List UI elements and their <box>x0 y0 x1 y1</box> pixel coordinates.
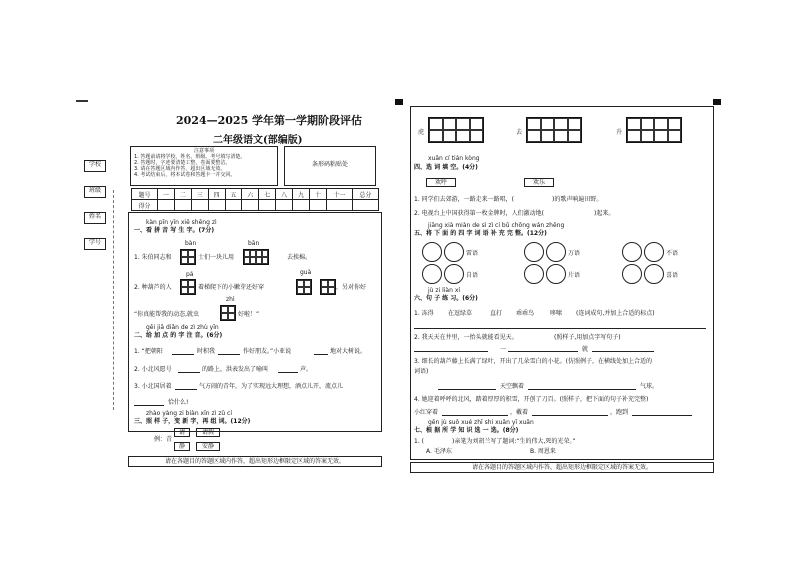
q1-sentence-2b: 着梯爬下的小嫩芽还好穿 <box>198 284 265 291</box>
q1-heading: 一、看 拼 音 写 生 字。(7分) <box>134 227 215 234</box>
q6-answer-line[interactable] <box>414 328 706 329</box>
q1-answer-box[interactable] <box>180 279 196 295</box>
q5-heading: 五、将 下 面 的 四 字 词 语 补 充 完 整。(12分) <box>414 230 547 237</box>
q6-word: 直打 <box>490 310 503 317</box>
q4-pinyin: xuǎn cí tián kòng <box>428 155 480 162</box>
q5-blank-circle[interactable] <box>546 242 566 262</box>
q6-blank[interactable] <box>592 351 654 352</box>
notice-box <box>130 146 278 186</box>
q6-word: 哆嗦 <box>550 310 563 317</box>
score-cell[interactable] <box>174 200 191 211</box>
q6-blank[interactable] <box>532 415 608 416</box>
q5-blank-circle[interactable] <box>524 242 544 262</box>
q6-blank[interactable] <box>414 351 488 352</box>
q2-sentence-1c: 作好朋友。”小亚说 <box>243 348 292 355</box>
q5-blank-circle[interactable] <box>644 242 664 262</box>
left-footer: 请在各题目的答题区域内作答，超出矩形边框限定区域的答案无效。 <box>128 456 382 467</box>
q5-item: 不语 <box>666 250 679 257</box>
q4-sentence-1a: 1. 同学们去郊游，一路走来一路唱，( <box>414 196 514 203</box>
score-cell[interactable] <box>259 200 276 211</box>
score-cell[interactable] <box>276 200 293 211</box>
side-info <box>84 160 106 250</box>
q4-sentence-2b: )起来。 <box>594 210 615 217</box>
exam-title: 2024—2025 学年第一学期阶段评估 <box>176 114 363 127</box>
q5-item: 自语 <box>466 272 479 279</box>
score-cell[interactable] <box>326 200 352 211</box>
q1-answer-box[interactable] <box>180 249 196 265</box>
side-label-class: 班级 <box>84 186 106 198</box>
right-footer: 请在各题目的答题区域内作答，超出矩形边框限定区域的答案无效。 <box>410 462 714 473</box>
q3-pinyin: zhào yàng zi biàn xīn zì zǔ cí <box>146 410 233 417</box>
notice-line: 4. 考试结束后，将本试卷和答题卡一并交回。 <box>134 172 236 178</box>
q3-example-char: 静 <box>174 442 190 451</box>
score-header: 五 <box>225 189 242 200</box>
q5-blank-circle[interactable] <box>622 242 642 262</box>
q2-blank[interactable] <box>218 354 240 355</box>
q2-pinyin: gěi jiā diǎn de zì zhù yīn <box>146 324 219 331</box>
side-label-number: 学号 <box>84 238 106 250</box>
q6-word: 在逗绿草 <box>448 310 473 317</box>
q6-blank[interactable] <box>438 389 496 390</box>
q1-answer-box[interactable] <box>320 279 336 295</box>
score-header: 四 <box>208 189 225 200</box>
q2-blank[interactable] <box>134 405 164 406</box>
q2-sentence-1d: 地对大树说。 <box>330 348 367 355</box>
q5-blank-circle[interactable] <box>422 264 442 284</box>
exam-subtitle: 二年级语文(部编版) <box>213 135 303 146</box>
score-header: 一 <box>158 189 175 200</box>
notice-line: 1. 答题前请将学校、姓名、班级、考号填写清楚。 <box>134 154 246 160</box>
q2-sentence-1a: 1. “把朝阳 <box>134 348 163 355</box>
q2-sentence-4: 恰什么! <box>168 399 189 406</box>
q6-sentence-4: 4. 她迎着呼呼的北风，踏着厚厚的积雪，开创了刀百。(照样子，把下面的句子补充完整) <box>414 396 649 403</box>
q2-heading: 二、给 加 点 的 字 注 音。(6分) <box>134 332 223 339</box>
q6-sentence-3: 3. 细长的葫芦藤上长满了绿叶，开出了几朵雪白的小花。(仿照例子，在横线处加上合适的 <box>414 358 652 365</box>
q2-sentence-2b: 的路上，洪表发出了喻叫 <box>202 366 269 373</box>
q7-option-b[interactable]: B. 周恩来 <box>530 448 556 455</box>
q2-sentence-2a: 2. 小北风愿号 <box>134 366 172 373</box>
q4-sentence-1b: )的歌声响遍田野。 <box>552 196 603 203</box>
score-cell[interactable] <box>191 200 208 211</box>
q6-hint: (照样子,用加点字写句子) <box>554 334 621 341</box>
q1-pinyin-d: guà <box>300 269 312 276</box>
q2-sentence-2c: 声。 <box>300 366 313 373</box>
q5-item: 雷语 <box>466 250 479 257</box>
q6-blank[interactable] <box>508 351 578 352</box>
q5-blank-circle[interactable] <box>546 264 566 284</box>
q3-example-char: 请 <box>174 428 190 437</box>
q6-word: 乖乖鸟 <box>516 310 535 317</box>
side-label-name: 姓名 <box>84 212 106 224</box>
q2-blank[interactable] <box>314 354 328 355</box>
q1-sentence-3b: 好啦！” <box>238 311 260 318</box>
score-cell[interactable] <box>242 200 259 211</box>
score-cell[interactable] <box>309 200 326 211</box>
q6-word: 1. 冻得 <box>414 310 434 317</box>
score-header: 十 <box>309 189 326 200</box>
barcode-label: 条形码粘贴处 <box>311 161 348 168</box>
q7-pinyin: gēn jù suǒ xué zhī shi xuǎn yī xuǎn <box>428 419 534 426</box>
score-header: 三 <box>191 189 208 200</box>
q5-pinyin: jiāng xià miàn de sì zì cí bǔ chōng wán zhěng <box>428 222 565 229</box>
q1-sentence-2c: ，另对你好 <box>336 284 367 291</box>
q3-example-word: 请假 <box>196 428 220 437</box>
notice-title: 注意事项 <box>193 148 214 154</box>
q7-heading: 七、根 据 所 学 知 识 选 一 选。(8分) <box>414 427 519 434</box>
q5-blank-circle[interactable] <box>444 242 464 262</box>
q1-pinyin: kàn pīn yīn xiě shēng zì <box>146 219 217 226</box>
score-header: 六 <box>242 189 259 200</box>
q6-fill: 就 <box>582 346 589 353</box>
q3-example-label: 例：青 <box>154 436 173 443</box>
corner-mark <box>713 99 721 105</box>
score-header: 七 <box>259 189 276 200</box>
score-table <box>131 188 379 211</box>
q4-word-option: 欢呼 <box>426 178 456 187</box>
corner-mark <box>76 100 88 102</box>
q4-word-option: 欢乐 <box>524 178 554 187</box>
q6-blank[interactable] <box>632 415 692 416</box>
q6-fill: ，跑到 <box>610 409 629 416</box>
grid-label: 升 <box>616 129 623 136</box>
q7-sentence-1b: )亲笔为刘胡兰写了题词:“生的伟大,死的光荣。” <box>452 438 576 445</box>
q2-sentence-3a: 3. 小北国居着 <box>134 383 172 390</box>
q2-blank[interactable] <box>278 372 298 373</box>
q6-sentence-2: 2. 我天天在井里，一抬头就能看见天。 <box>414 334 518 341</box>
q1-pinyin-b: bān <box>248 240 260 247</box>
q3-example-word: 安静 <box>196 442 220 451</box>
q1-answer-box[interactable] <box>296 279 312 295</box>
score-cell[interactable] <box>225 200 242 211</box>
q1-pinyin-e: zhì <box>226 296 235 303</box>
q6-heading: 六、句 子 练 习。(6分) <box>414 295 478 302</box>
q6-hint: (连词成句,并加上合适的标点) <box>576 310 655 317</box>
score-cell[interactable] <box>352 200 378 211</box>
q5-item: 片语 <box>568 272 581 279</box>
score-row-label: 得分 <box>132 200 158 211</box>
score-cell[interactable] <box>293 200 310 211</box>
q1-sentence-2a: 2. 种葫芦的人 <box>134 284 172 291</box>
score-header: 十一 <box>326 189 352 200</box>
notice-line: 3. 请在答题区域内作答，超出区域无效。 <box>134 166 226 172</box>
score-header: 题号 <box>132 189 158 200</box>
q2-blank[interactable] <box>175 389 197 390</box>
side-label-school: 学校 <box>84 160 106 172</box>
q1-pinyin-a: bàn <box>185 240 197 247</box>
q1-sentence-1b: 士们一块儿用 <box>198 254 235 261</box>
q5-item: 万语 <box>568 250 581 257</box>
q1-answer-box[interactable] <box>220 305 236 321</box>
q2-blank[interactable] <box>172 354 194 355</box>
notice-line: 2. 答题时，字迹要清楚工整，卷面要整洁。 <box>134 160 231 166</box>
q2-blank[interactable] <box>178 372 200 373</box>
q6-pinyin: jù zi liàn xí <box>428 287 461 294</box>
corner-mark <box>395 99 403 105</box>
q6-fill: 小红穿着 <box>414 409 439 416</box>
q5-blank-circle[interactable] <box>422 242 442 262</box>
score-header: 九 <box>293 189 310 200</box>
q5-blank-circle[interactable] <box>622 264 642 284</box>
q6-sentence-3b: 词语) <box>414 368 429 375</box>
q6-fill: 天空飘着 <box>500 383 525 390</box>
write-grid[interactable] <box>428 117 484 143</box>
score-cell[interactable] <box>158 200 175 211</box>
q7-option-a[interactable]: A. 毛泽东 <box>426 448 452 455</box>
write-grid[interactable] <box>526 117 582 143</box>
q1-answer-box[interactable] <box>243 249 269 265</box>
q5-item: 喜语 <box>666 272 679 279</box>
q1-sentence-3a: “你真能帮我的动态,就虫 <box>134 311 200 318</box>
q2-sentence-3b: 气方闹的青年，为了实现远大理想，酒点儿开，流点儿 <box>199 383 344 390</box>
barcode-area <box>284 146 376 186</box>
q5-blank-circle[interactable] <box>444 264 464 284</box>
q4-sentence-2a: 2. 电视台上中国获得第一枚金牌时，人们激动地( <box>414 210 544 217</box>
write-grid[interactable] <box>626 117 682 143</box>
q5-blank-circle[interactable] <box>644 264 664 284</box>
grid-label: 虎 <box>418 129 425 136</box>
binding-line <box>113 190 114 410</box>
score-cell[interactable] <box>208 200 225 211</box>
q4-heading: 四、选 词 填 空。(4分) <box>414 164 478 171</box>
q5-blank-circle[interactable] <box>524 264 544 284</box>
q6-fill: 气球。 <box>640 383 659 390</box>
q1-pinyin-c: pá <box>186 271 194 278</box>
q1-sentence-1c: 去挨棉。 <box>287 254 312 261</box>
score-header: 二 <box>174 189 191 200</box>
score-header: 八 <box>276 189 293 200</box>
score-header: 总分 <box>352 189 378 200</box>
q1-sentence-1a: 1. 朱伯同志和 <box>134 254 172 261</box>
q6-blank[interactable] <box>528 389 636 390</box>
q6-blank[interactable] <box>442 415 508 416</box>
q6-fill: ，戴着 <box>510 409 529 416</box>
q2-sentence-1b: 时积我 <box>197 348 216 355</box>
q7-sentence-1a: 1. ( <box>414 438 424 445</box>
q3-heading: 三、照 样 子，变 新 字，再 组 词。(12分) <box>134 418 251 425</box>
q6-fill: 一 <box>500 346 507 353</box>
grid-label: 去 <box>516 129 523 136</box>
